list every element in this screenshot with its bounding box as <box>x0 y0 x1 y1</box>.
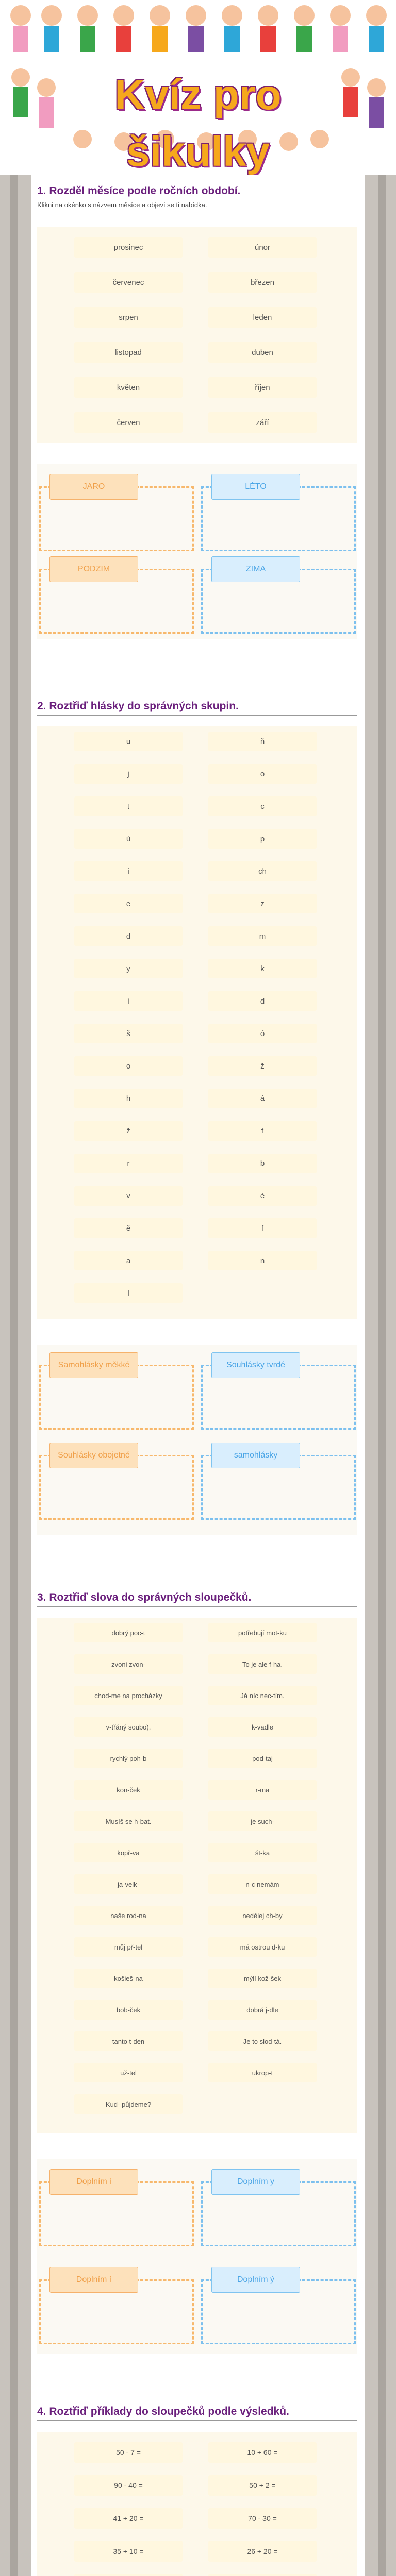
word-tile[interactable]: tanto t-den <box>74 2031 183 2051</box>
math-tile[interactable] <box>74 2574 183 2576</box>
letter-tile[interactable]: ú <box>74 829 183 849</box>
letter-tile[interactable]: b <box>208 1154 317 1173</box>
letter-tile[interactable]: t <box>74 796 183 816</box>
letter-tile[interactable]: h <box>74 1089 183 1108</box>
bucket-label: Doplním i <box>50 2169 138 2195</box>
word-tile[interactable]: kopř-va <box>74 1843 183 1862</box>
word-tile[interactable]: zvoni zvon- <box>74 1654 183 1674</box>
letter-tile[interactable]: m <box>208 926 317 946</box>
page-title: Kvíz pro šikulky <box>114 72 282 175</box>
bucket-label: Samohlásky měkké <box>50 1352 138 1378</box>
letter-tile[interactable]: n <box>208 1251 317 1270</box>
letter-tile[interactable]: d <box>208 991 317 1011</box>
divider <box>37 2420 357 2421</box>
month-tile[interactable]: září <box>208 412 317 433</box>
letter-tile[interactable]: é <box>208 1186 317 1206</box>
season-bucket-leto[interactable] <box>201 474 356 551</box>
header-banner <box>0 0 396 175</box>
letter-tile[interactable]: v <box>74 1186 183 1206</box>
letter-bucket-2[interactable] <box>201 1352 356 1430</box>
section-2-title: 2. Roztřiď hlásky do správných skupin. <box>37 700 239 712</box>
letter-tile[interactable]: j <box>74 764 183 784</box>
word-tile[interactable]: Je to slod-tá. <box>208 2031 317 2051</box>
month-tile[interactable]: únor <box>208 237 317 258</box>
letter-bucket-4[interactable] <box>201 1443 356 1520</box>
bucket-label: ZIMA <box>211 556 300 582</box>
letter-tile[interactable]: k <box>208 959 317 978</box>
letter-tile[interactable]: ch <box>208 861 317 881</box>
word-bucket-3[interactable] <box>39 2267 194 2344</box>
word-bucket-1[interactable] <box>39 2169 194 2246</box>
word-tile[interactable]: košieš-na <box>74 1969 183 1988</box>
divider <box>37 715 357 716</box>
word-tile[interactable]: chod-me na procházky <box>74 1686 183 1705</box>
letter-tile[interactable]: ž <box>74 1121 183 1141</box>
letter-tile[interactable]: í <box>74 991 183 1011</box>
word-tile[interactable]: už-tel <box>74 2063 183 2082</box>
word-tile[interactable]: To je ale f-ha. <box>208 1654 317 1674</box>
letter-tile[interactable]: u <box>74 732 183 751</box>
season-bucket-zima[interactable] <box>201 556 356 634</box>
bucket-label: PODZIM <box>50 556 138 582</box>
letter-tile[interactable]: o <box>74 1056 183 1076</box>
word-tile[interactable]: n-c nemám <box>208 1874 317 1894</box>
letter-tile[interactable]: f <box>208 1121 317 1141</box>
letter-bucket-1[interactable] <box>39 1352 194 1430</box>
math-tile[interactable]: 26 + 20 = <box>208 2541 317 2562</box>
season-bucket-podzim[interactable] <box>39 556 194 634</box>
word-tile[interactable]: dobrý poc-t <box>74 1623 183 1642</box>
month-tile[interactable]: květen <box>74 377 183 398</box>
bucket-label: Souhlásky obojetné <box>50 1443 138 1468</box>
word-tile[interactable]: Kud- půjdeme? <box>74 2094 183 2114</box>
letter-tile[interactable]: z <box>208 894 317 913</box>
math-tile[interactable]: 50 + 2 = <box>208 2475 317 2496</box>
word-bucket-2[interactable] <box>201 2169 356 2246</box>
month-tile[interactable]: srpen <box>74 307 183 328</box>
word-tile[interactable]: Já níc nec-tím. <box>208 1686 317 1705</box>
word-tile[interactable]: r-ma <box>208 1780 317 1800</box>
math-tile[interactable]: 50 - 7 = <box>74 2442 183 2463</box>
bucket-label: Doplním ý <box>211 2267 300 2293</box>
section-4-title: 4. Roztřiď příklady do sloupečků podle výsledků. <box>37 2405 289 2417</box>
word-tile[interactable]: potřebují mot-ku <box>208 1623 317 1642</box>
word-tile[interactable]: pod-taj <box>208 1749 317 1768</box>
month-tile[interactable]: říjen <box>208 377 317 398</box>
word-bucket-4[interactable] <box>201 2267 356 2344</box>
math-tile[interactable] <box>208 2574 317 2576</box>
bucket-label: LÉTO <box>211 474 300 500</box>
math-tile[interactable]: 35 + 10 = <box>74 2541 183 2562</box>
season-bucket-jaro[interactable] <box>39 474 194 551</box>
months-panel <box>37 227 357 443</box>
letter-tile[interactable]: c <box>208 796 317 816</box>
word-tile[interactable]: rychlý poh-b <box>74 1749 183 1768</box>
month-tile[interactable]: březen <box>208 272 317 293</box>
bucket-label: Doplním í <box>50 2267 138 2293</box>
letter-tile[interactable]: ó <box>208 1024 317 1043</box>
letter-tile[interactable]: r <box>74 1154 183 1173</box>
divider <box>37 1606 357 1607</box>
letter-tile[interactable]: y <box>74 959 183 978</box>
letter-tile[interactable]: ň <box>208 732 317 751</box>
letter-tile[interactable]: e <box>74 894 183 913</box>
word-tile[interactable]: nedělej ch-by <box>208 1906 317 1925</box>
word-tile[interactable]: má ostrou d-ku <box>208 1937 317 1957</box>
title-wrap <box>62 67 334 175</box>
word-tile[interactable]: št-ka <box>208 1843 317 1862</box>
letter-tile[interactable]: o <box>208 764 317 784</box>
math-tile[interactable]: 10 + 60 = <box>208 2442 317 2463</box>
month-tile[interactable]: červen <box>74 412 183 433</box>
word-tile[interactable]: naše rod-na <box>74 1906 183 1925</box>
letter-tile[interactable]: á <box>208 1089 317 1108</box>
word-tile[interactable]: ukrop-t <box>208 2063 317 2082</box>
month-tile[interactable]: červenec <box>74 272 183 293</box>
letter-tile[interactable]: f <box>208 1218 317 1238</box>
word-tile[interactable]: bob-ček <box>74 2000 183 2020</box>
word-tile[interactable]: můj př-tel <box>74 1937 183 1957</box>
letter-tile[interactable]: ž <box>208 1056 317 1076</box>
word-tile[interactable]: Musíš se h-bat. <box>74 1811 183 1831</box>
word-tile[interactable]: kon-ček <box>74 1780 183 1800</box>
letter-tile[interactable]: p <box>208 829 317 849</box>
section-1-title: 1. Rozděl měsíce podle ročních období. <box>37 185 241 197</box>
math-tile[interactable]: 70 - 30 = <box>208 2508 317 2529</box>
right-stripe <box>378 175 386 2576</box>
letter-tile[interactable]: a <box>74 1251 183 1270</box>
math-tile[interactable]: 41 + 20 = <box>74 2508 183 2529</box>
word-tile[interactable]: dobrá j-dle <box>208 2000 317 2020</box>
letter-tile[interactable]: l <box>74 1283 183 1303</box>
letter-tile[interactable]: š <box>74 1024 183 1043</box>
word-tile[interactable]: ja-velk- <box>74 1874 183 1894</box>
month-tile[interactable]: prosinec <box>74 237 183 258</box>
month-tile[interactable]: leden <box>208 307 317 328</box>
bucket-label: Doplním y <box>211 2169 300 2195</box>
letter-tile[interactable]: d <box>74 926 183 946</box>
section-1-subtitle: Klikni na okénko s názvem měsíce a objeví se ti nabídka. <box>37 201 207 209</box>
word-tile[interactable]: k-vadle <box>208 1717 317 1737</box>
word-tile[interactable]: v-třáný soubo), <box>74 1717 183 1737</box>
word-tile[interactable]: je such- <box>208 1811 317 1831</box>
month-tile[interactable]: duben <box>208 342 317 363</box>
letter-bucket-3[interactable] <box>39 1443 194 1520</box>
letter-tile[interactable]: ě <box>74 1218 183 1238</box>
bucket-label: JARO <box>50 474 138 500</box>
section-3-title: 3. Roztřiď slova do správných sloupečků. <box>37 1591 252 1603</box>
bucket-label: Souhlásky tvrdé <box>211 1352 300 1378</box>
letter-tile[interactable]: i <box>74 861 183 881</box>
word-tile[interactable]: mýlí kož-šek <box>208 1969 317 1988</box>
bucket-label: samohlásky <box>211 1443 300 1468</box>
month-tile[interactable]: listopad <box>74 342 183 363</box>
left-stripe <box>10 175 18 2576</box>
math-tile[interactable]: 90 - 40 = <box>74 2475 183 2496</box>
